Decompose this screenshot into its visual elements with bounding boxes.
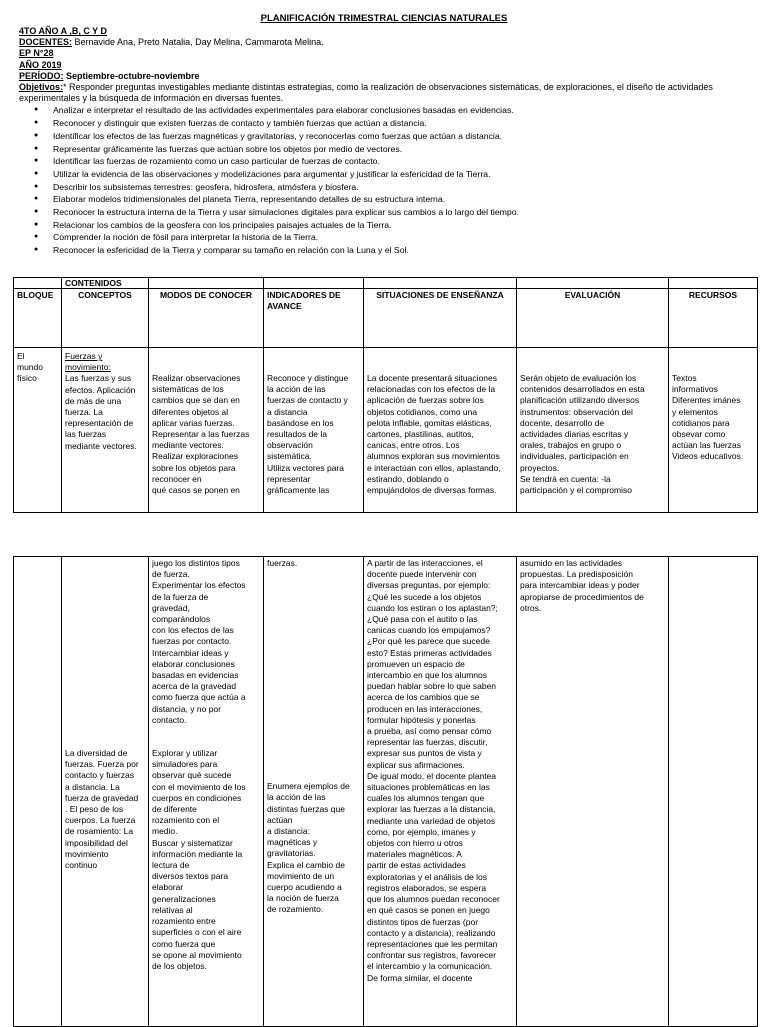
conceptos-header: CONCEPTOS — [62, 289, 149, 348]
docentes-label: DOCENTES: — [19, 37, 73, 48]
modos-text: Realizar observaciones sistemáticas de los cambios que se dan en diferentes objetos al aplicar varias fuerzas. Representar a las fuerzas mediante vectores. Realizar exploraciones sobre los objetos para reconocer en qué casos se ponen en — [152, 373, 250, 496]
periodo-value: Septiembre-octubre-noviembre — [63, 70, 200, 81]
objetivos-value: * Responder preguntas investigables mediante distintas estrategias, como la realización de observaciones sistemáticas, de exploraciones, el diseño de actividades experimentales y la búsqueda de información en diversas fuentes. — [19, 82, 713, 104]
table-row — [14, 557, 758, 1027]
evaluacion-header: EVALUACIÓN — [517, 289, 669, 348]
modos-cell — [149, 348, 264, 513]
empty-cell — [517, 278, 669, 289]
objetivos-paragraph — [19, 82, 749, 104]
bloque-text: El mundo físico — [17, 351, 43, 384]
indicadores-text: Reconoce y distingue la acción de las fuerzas de contacto y a distancia basándose en los resultados de la observación sistemática. Utiliza vectores para representar gráficamente las — [267, 373, 349, 496]
indicadores-text-b: Enumera ejemplos de la acción de las distintas fuerzas que actúan a distancia: magnéticas y gravitatorias. Explica el cambio de movimiento de un cuerpo acudiendo a la noción de fuerza de rozamiento. — [267, 781, 350, 915]
docentes-line — [19, 37, 749, 48]
table-row — [14, 348, 758, 513]
modos-text-a: juego los distintos tipos de fuerza. Experimentar los efectos de la fuerza de gravedad, comparándolos con los efectos de las fuerzas por contacto. Intercambiar ideas y elaborar conclusiones basadas en evidencias acerca de la gravedad como fuerza que actúa a distancia, y no por contacto. — [152, 558, 246, 725]
empty-cell — [264, 278, 364, 289]
contenidos-header: CONTENIDOS — [62, 278, 149, 289]
year-line: AÑO 2019 — [19, 59, 62, 70]
objetivo-item: ● Reconocer y distinguir que existen fuerzas de contacto y también fuerzas que actúan a distancia. — [53, 117, 749, 130]
empty-cell — [14, 278, 62, 289]
periodo-label: PERÍODO: — [19, 70, 64, 81]
objetivos-label: Objetivos: — [19, 82, 64, 93]
table-header-row — [14, 289, 758, 348]
objetivo-item: ● Relacionar los cambios de la geosfera con los principales paisajes actuales de la Tierra. — [53, 219, 749, 232]
recursos-cell — [669, 557, 758, 1027]
objetivo-item: ● Reconocer la esfericidad de la Tierra y comparar su tamaño en relación con la Luna y el Sol. — [53, 244, 749, 257]
objetivo-item: ● Representar gráficamente las fuerzas que actúan sobre los objetos por medio de vectores. — [53, 143, 749, 156]
evaluacion-cell — [517, 557, 669, 1027]
modos-text-b: Explorar y utilizar simuladores para observar qué sucede con el movimiento de los cuerpos en condiciones de diferente rozamiento con el medio. Buscar y sistematizar información mediante la lectura de diversos textos para elaborar generalizaciones relativas al rozamiento entre superficies o con el aire como fuerza que se opone al movimiento de los objetos. — [152, 748, 246, 971]
situaciones-cell — [364, 348, 517, 513]
conceptos-cell — [62, 348, 149, 513]
periodo-line — [19, 71, 749, 82]
empty-cell — [669, 278, 758, 289]
recursos-text: Textos informativos Diferentes imánes y elementos cotidianos para obsevar como actúan las fuerzas Videos educativos. — [672, 373, 744, 462]
bloque-cell — [14, 348, 62, 513]
modos-cell — [149, 557, 264, 1027]
table-header-row-top — [14, 278, 758, 289]
docentes-value: Bernavide Ana, Preto Natalia, Day Melina, Cammarota Melina. — [72, 37, 324, 48]
evaluacion-cell — [517, 348, 669, 513]
situaciones-text: A partir de las interacciones, el docente puede intervenir con diversas preguntas, por ejemplo: ¿Qué les sucede a los objetos cuando los estiran o los aplastan?; ¿Qué pasa con el autito o las canicas cuando los empujamos? ¿Por qué les parece que sucede esto? Estas primeras actividades promueven un espacio de intercambio en que los alumnos puedan hablar sobre lo que saben acerca de los cambios que se producen en las interacciones, formular hipótesis y ponerlas a prueba, así como pensar cómo representar las fuerzas, discutir, expresar sus puntos de vista y explicar sus afirmaciones. De igual modo, el docente plantea situaciones problemáticas en las cuales los alumnos tengan que explorar las fuerzas a la distancia, mediante una variedad de objetos como, por ejemplo, imanes y objetos con hierro u otros materiales magnéticos. A partir de estas actividades exploratorias y el análisis de los registros elaborados, se espera que los alumnos puedan reconocer en qué casos se ponen en juego distintos tipos de fuerzas (por contacto y a distancia), realizando representaciones que les permitan confrontar sus registros, favorecer el intercambio y la comunicación. De forma similar, el docente — [367, 558, 500, 983]
indicadores-header: INDICADORES DE AVANCE — [264, 289, 364, 348]
conceptos-title: Fuerzas y movimiento: — [65, 351, 111, 373]
objetivo-item: ● Elaborar modelos tridimensionales del planeta Tierra, representando detalles de su estructura interna. — [53, 193, 749, 206]
school-line: EP N°28 — [19, 48, 54, 59]
situaciones-cell — [364, 557, 517, 1027]
bloque-cell — [14, 557, 62, 1027]
empty-cell — [364, 278, 517, 289]
modos-header: MODOS DE CONOCER — [149, 289, 264, 348]
evaluacion-text: Serán objeto de evaluación los contenidos desarrollados en esta planificación utilizando diversos instrumentos: observación del docente, desarrollo de actividades diarias escritas y orales, trabajos en grupo o individuales, participación en proyectos. Se tendrá en cuenta: -la participación y el compromiso — [520, 373, 645, 496]
situaciones-text: La docente presentará situaciones relacionadas con los efectos de la aplicación de fuerzas sobre los objetos cotidianos, como una pelota inflable, gomitas elásticas, cartones, plastilinas, autitos, canicas, entre otros. Los alumnos exploran sus movimientos e interactúan con ellos, aplastando, estirando, doblando o empujándolos de diversas formas. — [367, 373, 501, 496]
objetivo-item: ● Identificar los efectos de las fuerzas magnéticas y gravitatorias, y reconocerlas como fuerzas que actúan a distancia. — [53, 130, 749, 143]
objetivo-item: ● Utilizar la evidencia de las observaciones y modelizaciones para argumentar y justificar la esfericidad de la Tierra. — [53, 168, 749, 181]
objetivos-list — [19, 104, 749, 256]
situaciones-header: SITUACIONES DE ENSEÑANZA — [364, 289, 517, 348]
objetivo-item: ● Analizar e interpretar el resultado de las actividades experimentales para elaborar conclusiones basadas en evidencias. — [53, 104, 749, 117]
evaluacion-text: asumido en las actividades propuestas. La predisposición para intercambiar ideas y poder apropiarse de procedimientos de otros. — [520, 558, 644, 613]
planning-table-part-1 — [13, 277, 758, 513]
bloque-header: BLOQUE — [14, 289, 62, 348]
objetivo-item: ● Reconocer la estructura interna de la Tierra y usar simulaciones digitales para explicar sus cambios a lo largo del tiempo. — [53, 206, 749, 219]
conceptos-cell — [62, 557, 149, 1027]
indicadores-cell — [264, 557, 364, 1027]
objetivo-item: ● Comprender la noción de fósil para interpretar la historia de la Tierra. — [53, 231, 749, 244]
objetivo-item: ● Identificar las fuerzas de rozamiento como un caso particular de fuerzas de contacto. — [53, 155, 749, 168]
document-title: PLANIFICACIÓN TRIMESTRAL CIENCIAS NATURALES — [260, 13, 508, 24]
recursos-cell — [669, 348, 758, 513]
indicadores-text-a: fuerzas. — [267, 558, 298, 568]
indicadores-cell — [264, 348, 364, 513]
grade-line: 4TO AÑO A ,B, C Y D — [19, 26, 108, 36]
planning-table-part-2 — [13, 556, 758, 1027]
conceptos-text: La diversidad de fuerzas. Fuerza por contacto y fuerzas a distancia. La fuerza de gravedad . El peso de los cuerpos. La fuerza de rosamiento: La imposibilidad del movimiento continuo — [65, 748, 139, 871]
objetivo-item: ● Describir los subsistemas terrestres: geosfera, hidrosfera, atmósfera y biosfera. — [53, 181, 749, 194]
document-header — [19, 26, 749, 257]
recursos-header: RECURSOS — [669, 289, 758, 348]
conceptos-text: Las fuerzas y sus efectos. Aplicación de más de una fuerza. La representación de las fuerzas mediante vectores. — [65, 373, 137, 451]
empty-cell — [149, 278, 264, 289]
